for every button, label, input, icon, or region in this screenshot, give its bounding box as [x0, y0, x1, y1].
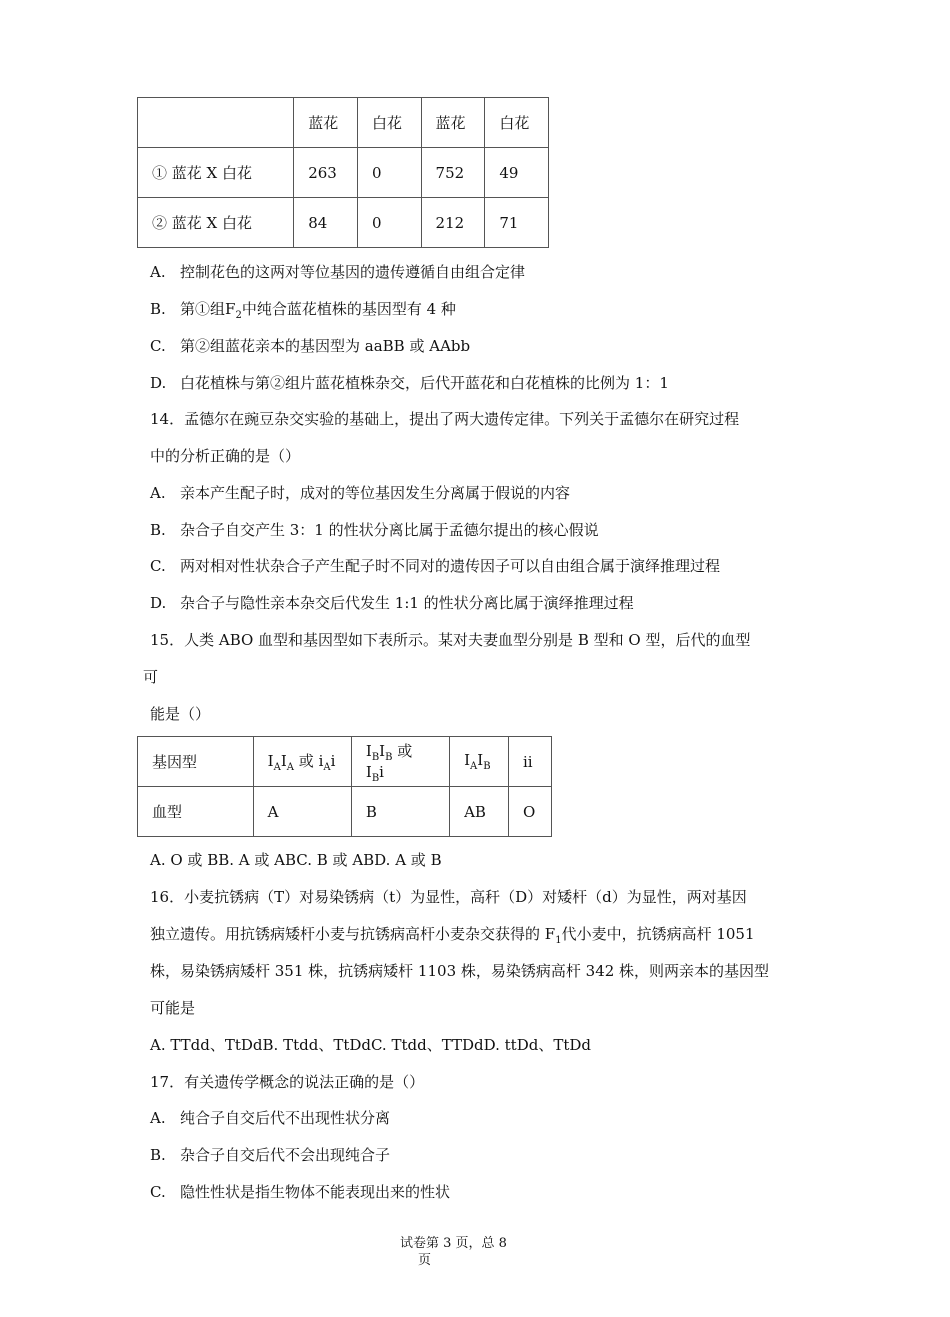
table-cell: 基因型 — [138, 737, 254, 787]
table-cell: $I_AI_B$ — [450, 737, 509, 787]
question-stem: 17．有关遗传学概念的说法正确的是（） — [150, 1073, 425, 1091]
option-line — [150, 483, 570, 503]
option-text: 控制花色的这两对等位基因的遗传遵循自由组合定律 — [180, 263, 526, 281]
option-line — [150, 336, 470, 356]
table-cell: ② 蓝花 X 白花 — [138, 198, 294, 248]
option-letter: A. — [150, 263, 166, 281]
table-row — [138, 787, 552, 837]
option-text: 第②组蓝花亲本的基因型为 aaBB 或 AAbb — [180, 337, 471, 355]
option-line — [150, 299, 456, 326]
table-row — [138, 148, 549, 198]
option-line — [150, 1108, 390, 1128]
table-row — [138, 737, 552, 787]
table-cell: ii — [509, 737, 552, 787]
option-letter: C. — [150, 557, 166, 575]
question-stem: 株，易染锈病矮杆 351 株，抗锈病矮杆 1103 株，易染锈病高杆 342 株，则两亲本的基因型 — [150, 962, 770, 980]
table-cell: 白花 — [485, 98, 549, 148]
table-cell: $I_BI_B$ 或 $I_Bi$ — [351, 737, 449, 787]
page-footer: 试卷第 3 页，总 8 — [400, 1236, 507, 1251]
option-text: 第①组 — [180, 300, 226, 318]
question-stem: 能是（） — [150, 705, 211, 723]
option-line — [150, 1182, 450, 1202]
option-text: 纯合子自交后代不出现性状分离 — [180, 1109, 391, 1127]
question-stem: 16．小麦抗锈病（T）对易染锈病（t）为显性，高秆（D）对矮杆（d）为显性，两对基因 — [150, 888, 747, 906]
table-cell: A — [253, 787, 351, 837]
option-letter: B. — [150, 1146, 166, 1164]
table-row — [138, 198, 549, 248]
option-line — [150, 1145, 390, 1165]
option-line: A. TTdd、TtDdB. Ttdd、TtDdC. Ttdd、TTDdD. ttDd、TtDd — [150, 1036, 591, 1054]
option-line — [150, 556, 720, 576]
option-text: 白花植株与第②组片蓝花植株杂交，后代开蓝花和白花植株的比例为 1：1 — [180, 374, 669, 392]
cross-results-table — [137, 97, 549, 248]
table-cell: O — [509, 787, 552, 837]
option-text: 两对相对性状杂合子产生配子时不同对的遗传因子可以自由组合属于演绎推理过程 — [180, 557, 721, 575]
table-cell: 212 — [421, 198, 485, 248]
option-line: A. O 或 BB. A 或 ABC. B 或 ABD. A 或 B — [150, 851, 442, 869]
option-letter: B. — [150, 300, 166, 318]
option-line — [150, 520, 599, 540]
option-letter: C. — [150, 337, 166, 355]
table-cell: 263 — [294, 148, 358, 198]
option-line — [150, 373, 669, 393]
blood-type-table — [137, 736, 552, 837]
option-letter: A. — [150, 1109, 166, 1127]
table-cell — [138, 98, 294, 148]
option-letter: D. — [150, 594, 167, 612]
table-cell: 71 — [485, 198, 549, 248]
question-stem: 14．孟德尔在豌豆杂交实验的基础上，提出了两大遗传定律。下列关于孟德尔在研究过程 — [150, 410, 740, 428]
table-cell: 白花 — [358, 98, 422, 148]
table-cell: 蓝花 — [421, 98, 485, 148]
option-text: $F_2$ — [225, 300, 242, 321]
option-letter: B. — [150, 521, 166, 539]
option-letter: A. — [150, 484, 166, 502]
option-text: 中纯合蓝花植株的基因型有 4 种 — [241, 300, 456, 318]
table-cell: 血型 — [138, 787, 254, 837]
option-letter: D. — [150, 374, 167, 392]
table-cell: $I_AI_A$ 或 $i_Ai$ — [253, 737, 351, 787]
option-text: 杂合子与隐性亲本杂交后代发生 1:1 的性状分离比属于演绎推理过程 — [180, 594, 634, 612]
option-letter: C. — [150, 1183, 166, 1201]
option-text: 杂合子自交产生 3：1 的性状分离比属于孟德尔提出的核心假说 — [180, 521, 599, 539]
table-cell: 84 — [294, 198, 358, 248]
table-header-row — [138, 98, 549, 148]
option-line — [150, 262, 525, 282]
option-line — [150, 593, 634, 613]
question-stem: 可 — [143, 668, 159, 686]
table-cell: AB — [450, 787, 509, 837]
table-cell: 蓝花 — [294, 98, 358, 148]
option-text: 隐性性状是指生物体不能表现出来的性状 — [180, 1183, 451, 1201]
table-cell: 752 — [421, 148, 485, 198]
question-stem: 可能是 — [150, 999, 196, 1017]
option-text: 杂合子自交后代不会出现纯合子 — [180, 1146, 391, 1164]
table-cell: 49 — [485, 148, 549, 198]
question-stem: 独立遗传。用抗锈病矮杆小麦与抗锈病高杆小麦杂交获得的 $F_1$代小麦中，抗锈病高杆 1051 — [150, 925, 755, 946]
table-cell: B — [351, 787, 449, 837]
table-cell: 0 — [358, 198, 422, 248]
question-stem: 15．人类 ABO 血型和基因型如下表所示。某对夫妻血型分别是 B 型和 O 型，后代的血型 — [150, 631, 751, 649]
table-cell: ① 蓝花 X 白花 — [138, 148, 294, 198]
option-text: 亲本产生配子时，成对的等位基因发生分离属于假说的内容 — [180, 484, 571, 502]
question-stem: 中的分析正确的是（） — [150, 447, 301, 465]
page-footer: 页 — [418, 1253, 432, 1268]
table-cell: 0 — [358, 148, 422, 198]
